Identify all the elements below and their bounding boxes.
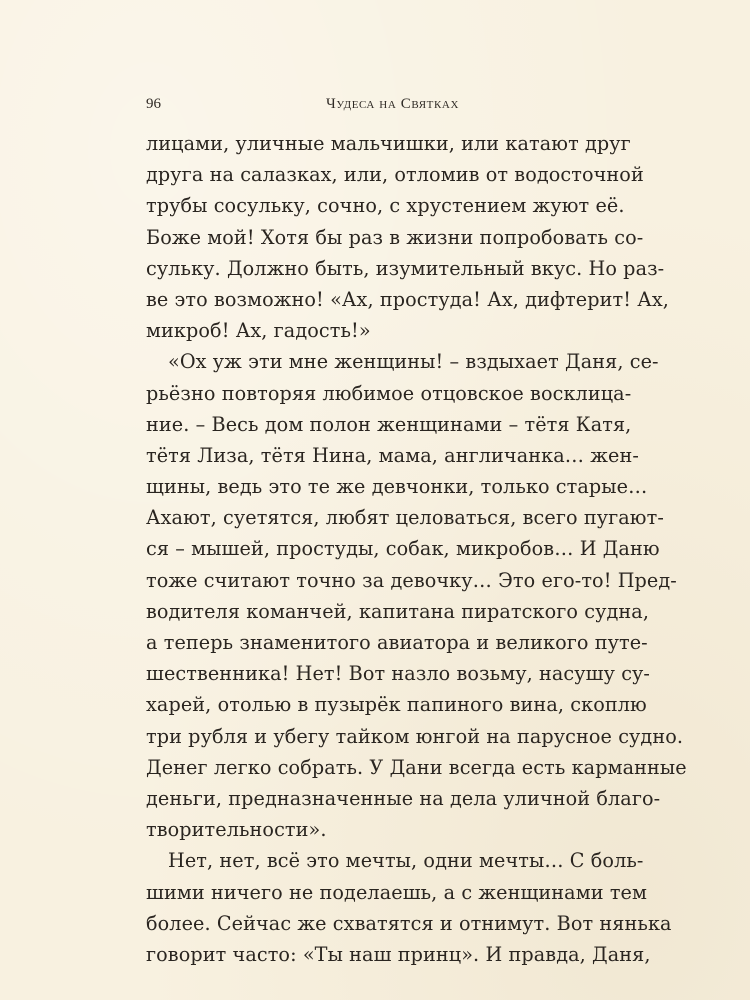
text-line: харей, отолью в пузырёк папиного вина, скоплю <box>146 693 647 717</box>
text-line: говорит часто: «Ты наш принц». И правда, Даня, <box>146 942 651 966</box>
text-line: тётя Лиза, тётя Нина, мама, англичанка… жен- <box>146 443 639 467</box>
text-line: рьёзно повторяя любимое отцовское восклица- <box>146 381 632 405</box>
text-line: ве это возможно! «Ах, простуда! Ах, дифтерит! Ах, <box>146 287 669 311</box>
text-line: творительности». <box>146 818 327 842</box>
page-number: 96 <box>146 96 161 112</box>
text-line: шественника! Нет! Вот назло возьму, насушу су- <box>146 662 651 686</box>
text-line: деньги, предназначенные на дела уличной благо- <box>146 786 661 810</box>
book-title: Чудеса на Святках <box>325 96 460 112</box>
text-line: три рубля и убегу тайком юнгой на парусное судно. <box>146 724 684 748</box>
text-line: лицами, уличные мальчишки, или катают друг <box>146 132 631 155</box>
text-line: а теперь знаменитого авиатора и великого путе- <box>146 631 648 654</box>
text-line: друга на салазках, или, отломив от водосточной <box>146 163 644 187</box>
text-line: шими ничего не поделаешь, а с женщинами тем <box>146 880 648 904</box>
text-line: тоже считают точно за девочку… Это его-то! Пред- <box>146 568 677 592</box>
text-line: «Ох уж эти мне женщины! – вздыхает Даня, се- <box>168 350 659 374</box>
text-line: микроб! Ах, гадость!» <box>146 319 371 343</box>
body-text <box>146 128 687 970</box>
text-line: сульку. Должно быть, изумительный вкус. Но раз- <box>146 256 665 280</box>
text-line: ся – мышей, простуды, собак, микробов… И Даню <box>146 537 660 561</box>
text-line: более. Сейчас же схватятся и отнимут. Вот нянька <box>146 911 672 935</box>
text-line: щины, ведь это те же девчонки, только старые… <box>146 475 648 499</box>
running-head <box>146 96 621 118</box>
text-line: трубы сосульку, сочно, с хрустением жуют её. <box>146 194 625 218</box>
text-line: водителя команчей, капитана пиратского судна, <box>146 599 650 623</box>
text-line: Нет, нет, всё это мечты, одни мечты… С боль- <box>168 849 644 873</box>
text-line: ние. – Весь дом полон женщинами – тётя Катя, <box>146 412 632 436</box>
text-line: Ахают, суетятся, любят целоваться, всего пугают- <box>146 506 664 530</box>
text-line: Денег легко собрать. У Дани всегда есть карманные <box>146 755 687 779</box>
text-line: Боже мой! Хотя бы раз в жизни попробовать со- <box>146 225 644 249</box>
